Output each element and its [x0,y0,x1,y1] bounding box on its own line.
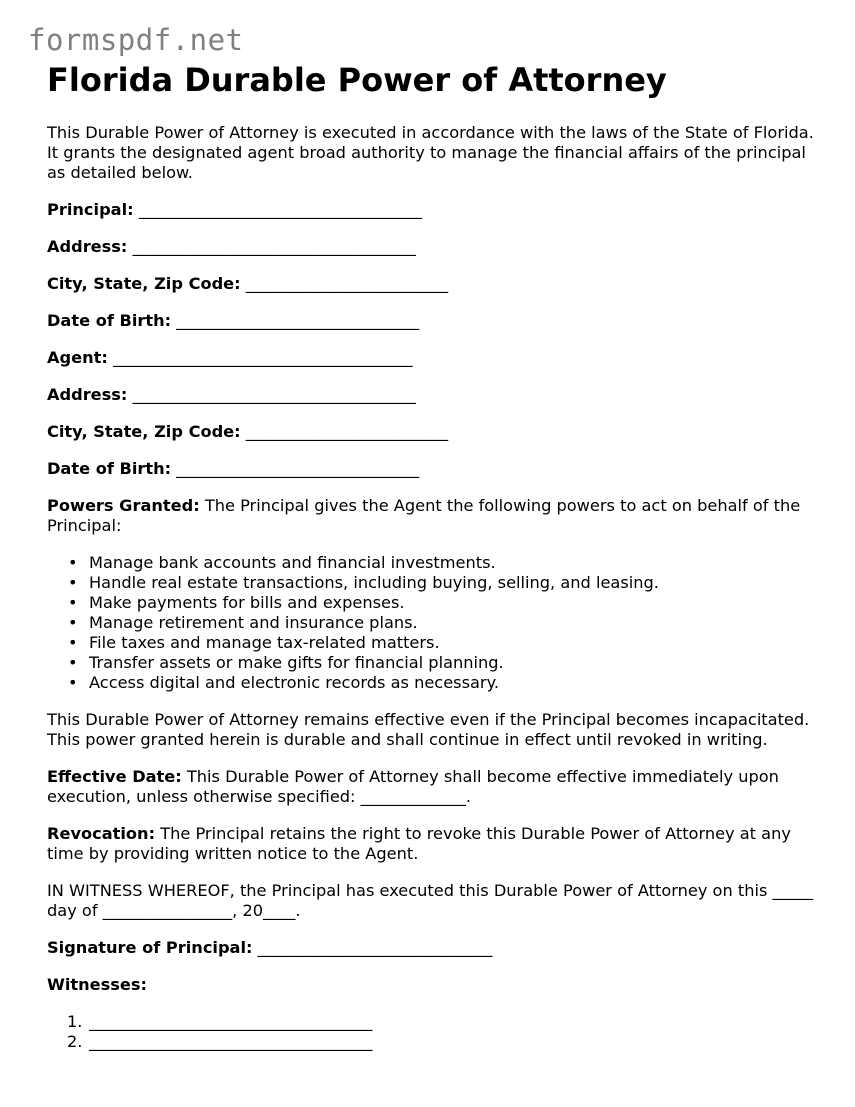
witness-signature-line[interactable] [67,1012,817,1032]
list-item-text: Make payments for bills and expenses. [89,593,405,612]
field-label: Address: [47,385,128,404]
fill-in-line[interactable]: ___________________________________ [138,200,423,219]
field-label: Date of Birth: [47,311,172,330]
fill-in-line[interactable]: _________________________ [245,274,449,293]
bullet-icon: • [68,633,78,652]
witness-signature-line[interactable] [67,1032,817,1052]
list-item-text: Manage bank accounts and financial investments. [89,553,496,572]
principal-dob-field[interactable] [47,311,817,331]
witnesses-label: Witnesses: [47,975,148,994]
revocation-paragraph [47,824,817,864]
fill-in-line[interactable]: ___________________________________ [132,237,416,256]
fill-in-line[interactable]: _________________________ [245,422,449,441]
bullet-icon: • [68,613,78,632]
field-label: Principal: [47,200,134,219]
principal-address-field[interactable] [47,237,817,257]
witnesses-list [47,1012,817,1052]
field-label: City, State, Zip Code: [47,422,241,441]
effective-date-paragraph [47,767,817,807]
list-item [68,673,817,693]
witness-clause-paragraph: IN WITNESS WHEREOF, the Principal has executed this Durable Power of Attorney on this _____ day of ________________, 20____. [47,881,814,920]
signature-line[interactable]: _____________________________ [257,938,493,957]
fill-in-line[interactable]: ___________________________________ [89,1012,373,1031]
intro-paragraph: This Durable Power of Attorney is executed in accordance with the laws of the State of Florida. It grants the designated agent broad authority to manage the financial affairs of the principal as detailed below. [47,123,814,182]
powers-list [47,553,817,693]
document-title: Florida Durable Power of Attorney [47,61,667,99]
list-item-text: Access digital and electronic records as necessary. [89,673,500,692]
revocation-text: The Principal retains the right to revoke this Durable Power of Attorney at any time by providing written notice to the Agent. [47,824,791,863]
fill-in-line[interactable]: _____________________________________ [113,348,413,367]
field-label: Date of Birth: [47,459,172,478]
durability-paragraph: This Durable Power of Attorney remains effective even if the Principal becomes incapacitated. This power granted herein is durable and shall continue in effect until revoked in writing. [47,710,810,749]
effective-date-text: This Durable Power of Attorney shall become effective immediately upon execution, unless otherwise specified: _____________. [47,767,779,806]
list-item [68,633,817,653]
bullet-icon: • [68,673,78,692]
list-number: 2. [67,1032,83,1051]
list-item [68,593,817,613]
agent-name-field[interactable] [47,348,817,368]
list-number: 1. [67,1012,83,1031]
bullet-icon: • [68,573,78,592]
agent-address-field[interactable] [47,385,817,405]
signature-label: Signature of Principal: [47,938,253,957]
field-label: Address: [47,237,128,256]
agent-dob-field[interactable] [47,459,817,479]
list-item-text: File taxes and manage tax-related matters. [89,633,440,652]
field-label: Agent: [47,348,108,367]
powers-granted-paragraph [47,496,817,536]
field-label: City, State, Zip Code: [47,274,241,293]
powers-granted-label: Powers Granted: [47,496,200,515]
list-item-text: Manage retirement and insurance plans. [89,613,418,632]
list-item [68,573,817,593]
bullet-icon: • [68,553,78,572]
list-item-text: Handle real estate transactions, including buying, selling, and leasing. [89,573,659,592]
list-item [68,553,817,573]
principal-name-field[interactable] [47,200,817,220]
witnesses-heading [47,975,817,995]
fill-in-line[interactable]: ___________________________________ [132,385,416,404]
fill-in-line[interactable]: ______________________________ [176,311,420,330]
agent-city-state-zip-field[interactable] [47,422,817,442]
fill-in-line[interactable]: ______________________________ [176,459,420,478]
bullet-icon: • [68,653,78,672]
document-page [47,60,817,1052]
revocation-label: Revocation: [47,824,156,843]
powers-granted-text: The Principal gives the Agent the following powers to act on behalf of the Principal: [47,496,801,535]
list-item [68,613,817,633]
list-item [68,653,817,673]
effective-date-label: Effective Date: [47,767,182,786]
bullet-icon: • [68,593,78,612]
principal-city-state-zip-field[interactable] [47,274,817,294]
watermark: formspdf.net [28,23,244,57]
list-item-text: Transfer assets or make gifts for financial planning. [89,653,504,672]
fill-in-line[interactable]: ___________________________________ [89,1032,373,1051]
principal-signature-field[interactable] [47,938,817,958]
